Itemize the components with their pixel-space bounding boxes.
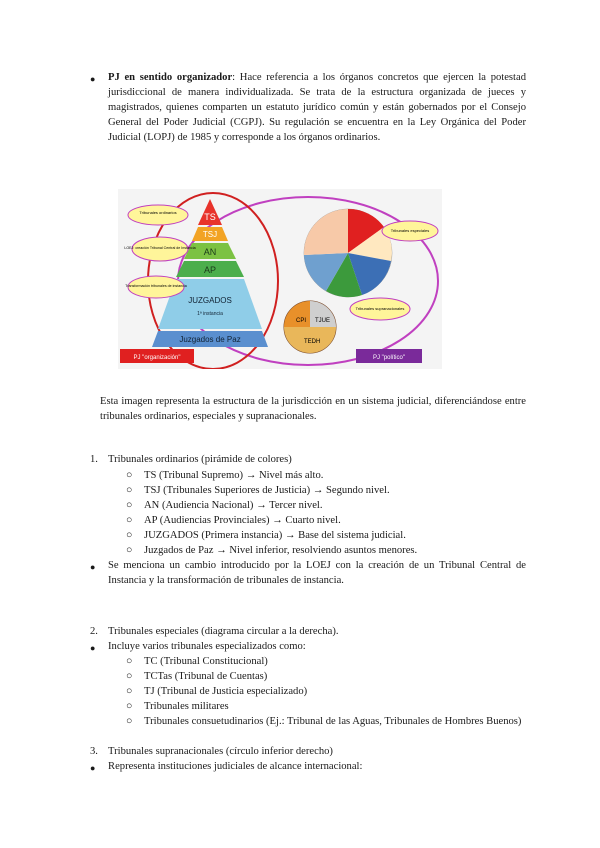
circle-bullet-icon: ○ <box>126 716 133 727</box>
level-instancia: 1ª instancia <box>197 311 223 317</box>
list3-title: Tribunales supranacionales (círculo inferior derecho) <box>108 746 333 757</box>
list2-item: TJ (Tribunal de Justicia especializado) <box>144 686 308 697</box>
list2-number: 2. <box>90 626 98 637</box>
level-ts: TS <box>204 212 216 222</box>
level-paz: Juzgados de Paz <box>179 335 241 344</box>
supra-cpi: CPI <box>296 318 307 324</box>
label-politico: PJ "político" <box>373 355 405 361</box>
list2-item: Tribunales militares <box>144 701 229 712</box>
bullet-icon: ● <box>90 643 96 653</box>
circle-bullet-icon: ○ <box>126 701 133 712</box>
supra-tedh: TEDH <box>304 339 321 345</box>
list3-note: Representa instituciones judiciales de alcance internacional: <box>108 761 363 772</box>
list1-note: Se menciona un cambio introducido por la LOEJ con la creación de un Tribunal Central de Instancia y la transformación de tribunales de instancia. <box>108 560 526 586</box>
circle-bullet-icon: ○ <box>126 515 133 526</box>
list2-item: TC (Tribunal Constitucional) <box>144 656 268 667</box>
list2-item: Tribunales consuetudinarios (Ej.: Tribunal de las Aguas, Tribunales de Hombres Buenos) <box>144 716 522 727</box>
supra-tjue: TJUE <box>315 318 330 324</box>
callout-ordinarios-text: Tribunales ordinarios <box>139 210 177 215</box>
circle-bullet-icon: ○ <box>126 545 133 556</box>
circle-bullet-icon: ○ <box>126 656 133 667</box>
level-ap: AP <box>203 265 217 275</box>
level-juzgados: JUZGADOS <box>188 296 232 305</box>
list1-title: Tribunales ordinarios (pirámide de colores) <box>108 454 292 465</box>
intro-text: : Hace referencia a los órganos concretos que ejercen la potestad jurisdiccional de manera individualizada. Se trata de la estructura organizada de jueces y magistrados, quienes comparten un estatuto jurídico común y están gobernados por el Consejo General del Poder Judicial (CGPJ). Su regulación se encuentra en la Ley Orgánica del Poder Judicial (LOPJ) de 1985 y corresponde a los órganos ordinarios. <box>108 72 526 143</box>
level-tsj: TSJ <box>202 230 218 239</box>
circle-bullet-icon: ○ <box>126 485 133 496</box>
description-paragraph: Esta imagen representa la estructura de la jurisdicción en un sistema judicial, diferenciándose entre tribunales ordinarios, especiales y supranacionales. <box>100 396 526 422</box>
circle-bullet-icon: ○ <box>126 470 133 481</box>
list2-intro: Incluye varios tribunales especializados como: <box>108 641 306 652</box>
jurisdiction-figure <box>118 189 442 369</box>
list1-item: AP (Audiencias Provinciales) → Cuarto nivel. <box>144 515 341 526</box>
bullet-icon: ● <box>90 562 96 572</box>
bullet-icon: ● <box>90 763 96 773</box>
list3-number: 3. <box>90 746 98 757</box>
label-organizacion: PJ "organización" <box>133 355 181 361</box>
circle-bullet-icon: ○ <box>126 686 133 697</box>
bullet-icon: ● <box>90 74 96 84</box>
list2-title: Tribunales especiales (diagrama circular a la derecha). <box>108 626 339 637</box>
intro-paragraph <box>108 70 526 145</box>
callout-supra-text: Tribunales supranacionales <box>355 306 405 311</box>
list1-item: TSJ (Tribunales Superiores de Justicia) → Segundo nivel. <box>144 485 390 496</box>
callout-ordinarios <box>128 205 188 225</box>
list1-item: Juzgados de Paz → Nivel inferior, resolviendo asuntos menores. <box>144 545 418 556</box>
list1-number: 1. <box>90 454 98 465</box>
circle-bullet-icon: ○ <box>126 671 133 682</box>
list1-item: AN (Audiencia Nacional) → Tercer nivel. <box>144 500 323 511</box>
callout-transform-text: Transformación tribunales de instancia <box>125 284 187 288</box>
list1-item: JUZGADOS (Primera instancia) → Base del sistema judicial. <box>144 530 406 541</box>
list2-item: TCTas (Tribunal de Cuentas) <box>144 671 268 682</box>
callout-especiales-text: Tribunales especiales <box>390 228 430 233</box>
list1-item: TS (Tribunal Supremo) → Nivel más alto. <box>144 470 324 481</box>
circle-bullet-icon: ○ <box>126 500 133 511</box>
level-an: AN <box>203 247 217 257</box>
circle-bullet-icon: ○ <box>126 530 133 541</box>
intro-bold: PJ en sentido organizador <box>108 72 233 83</box>
callout-tci-text: LOEJ: creación Tribunal Central de Instancia <box>124 246 196 250</box>
